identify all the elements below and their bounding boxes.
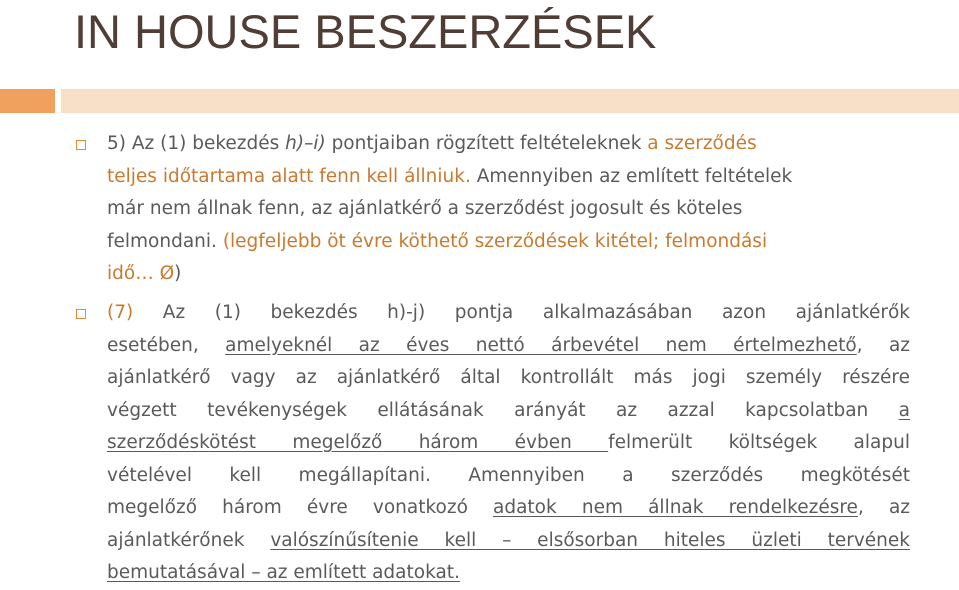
text-run: valószínűsítenie kell – elsősorban hiteles üzleti tervének [270, 529, 910, 551]
title-accent-bar-left [0, 89, 55, 113]
text-run: (7) [107, 302, 134, 323]
text-run: felmerült költségek alapul [608, 432, 910, 453]
text-run: , az [857, 497, 910, 518]
square-bullet-icon [76, 140, 86, 150]
paragraph-line [107, 128, 910, 161]
text-run: idő… Ø [107, 263, 175, 284]
text-run: szerződéskötést megelőző három évben [107, 432, 609, 453]
paragraph-line [107, 525, 910, 558]
paragraph-line [107, 362, 910, 395]
paragraph-line [107, 297, 910, 330]
text-run: h)–i) [285, 133, 326, 154]
text-run: Az (1) bekezdés h)-j) pontja alkalmazásában azon ajánlatkérők [133, 302, 910, 323]
text-run: amelyeknél az éves nettó árbevétel nem értelmezhető [225, 334, 857, 356]
text-run: bemutatásával – az említett adatokat. [107, 562, 460, 583]
bullet-paragraph-1 [107, 128, 910, 291]
title-accent-bar-right [61, 89, 959, 113]
text-run: már nem állnak fenn, az ajánlatkérő a szerződést jogosult és köteles [107, 198, 743, 219]
paragraph-line [107, 557, 910, 590]
text-run: esetében, [107, 334, 226, 356]
text-run: felmondani. [107, 230, 223, 252]
text-run: Amennyiben az említett feltételek [470, 165, 793, 187]
square-bullet-icon [76, 309, 86, 319]
text-run: , az [856, 334, 910, 356]
text-run: a [898, 399, 910, 421]
text-run: végzett tevékenységek ellátásának arányát az azzal kapcsolatban [107, 399, 899, 421]
paragraph-line [107, 330, 910, 363]
text-run: a szerződés [647, 133, 757, 154]
paragraph-line [107, 226, 910, 259]
text-run: teljes időtartama alatt fenn kell állniuk. [107, 165, 471, 187]
paragraph-line [107, 427, 910, 460]
text-run: megelőző három évre vonatkozó [107, 497, 494, 518]
paragraph-line [107, 161, 910, 194]
text-run: ajánlatkérőnek [107, 529, 271, 551]
text-run: adatok nem állnak rendelkezésre [493, 497, 858, 518]
slide-title: IN HOUSE BESZERZÉSEK [74, 5, 657, 58]
text-run: 5) Az (1) bekezdés [107, 133, 286, 154]
paragraph-line [107, 460, 910, 493]
text-run: ajánlatkérő vagy az ajánlatkérő által kontrollált más jogi személy részére [107, 367, 910, 388]
paragraph-line [107, 193, 910, 226]
paragraph-line [107, 395, 910, 428]
text-run: (legfeljebb öt évre köthető szerződések kitétel; felmondási [222, 230, 768, 252]
text-run: vételével kell megállapítani. Amennyiben a szerződés megkötését [107, 464, 910, 486]
text-run: ) [174, 263, 182, 284]
bullet-paragraph-2 [107, 297, 910, 590]
text-run: pontjaiban rögzített feltételeknek [325, 133, 648, 154]
paragraph-line [107, 258, 910, 291]
paragraph-line [107, 492, 910, 525]
